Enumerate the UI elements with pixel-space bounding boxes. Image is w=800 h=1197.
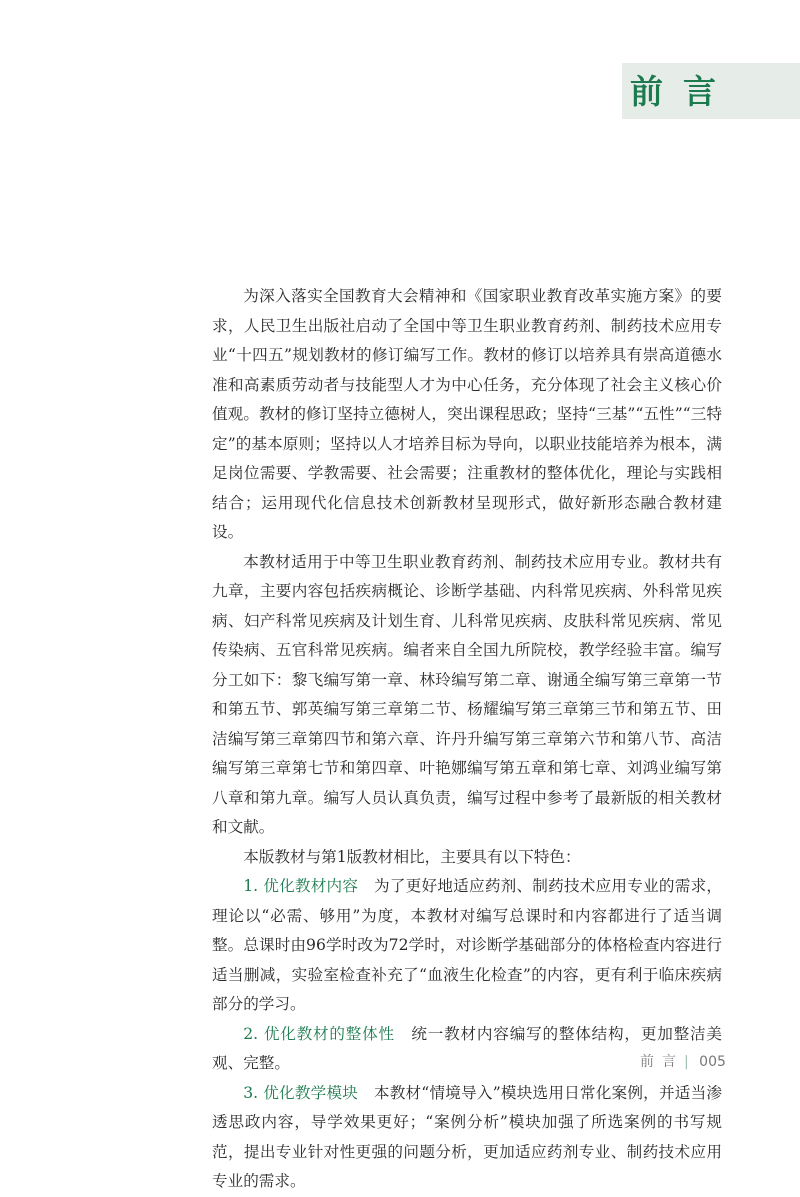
feature-text: 本教材“情境导入”模块选用日常化案例，并适当渗透思政内容，导学效果更好；“案例分析”模块加强了所选案例的书写规范，提出专业针对性更强的问题分析，更加适应药剂专业、制药技术应用专业的需求。 bbox=[212, 1083, 722, 1190]
feature-item bbox=[212, 872, 722, 1020]
paragraph-features-lead: 本版教材与第1版教材相比，主要具有以下特色： bbox=[243, 847, 581, 866]
feature-heading: 2. 优化教材的整体性 bbox=[243, 1024, 395, 1043]
paragraph-scope: 本教材适用于中等卫生职业教育药剂、制药技术应用专业。教材共有九章，主要内容包括疾病概论、诊断学基础、内科常见疾病、外科常见疾病、妇产科常见疾病及计划生育、儿科常见疾病、皮肤科常见疾病、常见传染病、五官科常见疾病。编者来自全国九所院校，教学经验丰富。编写分工如下：黎飞编写第一章、林玲编写第二章、谢通全编写第三章第一节和第五节、郭英编写第三章第二节、杨耀编写第三章第三节和第五节、田洁编写第三章第四节和第六章、许丹升编写第三章第六节和第八节、高洁编写第三章第七节和第四章、叶艳娜编写第五章和第七章、刘鸿业编写第八章和第九章。编写人员认真负责，编写过程中参考了最新版的相关教材和文献。 bbox=[212, 552, 722, 836]
feature-text: 为了更好地适应药剂、制药技术应用专业的需求，理论以“必需、够用”为度，本教材对编写总课时和内容都进行了适当调整。总课时由96学时改为72学时，对诊断学基础部分的体格检查内容进行适当删减，实验室检查补充了“血液生化检查”的内容，更有利于临床疾病部分的学习。 bbox=[212, 877, 722, 1013]
page-number: 005 bbox=[699, 1054, 726, 1070]
feature-heading: 1. 优化教材内容 bbox=[243, 877, 359, 895]
paragraph-intro: 为深入落实全国教育大会精神和《国家职业教育改革实施方案》的要求，人民卫生出版社启动了全国中等卫生职业教育药剂、制药技术应用专业“十四五”规划教材的修订编写工作。教材的修订以培养具有崇高道德水准和高素质劳动者与技能型人才为中心任务，充分体现了社会主义核心价值观。教材的修订坚持立德树人，突出课程思政；坚持“三基”“五性”“三特定”的基本原则；坚持以人才培养目标为导向，以职业技能培养为根本，满足岗位需要、学教需要、社会需要；注重教材的整体优化，理论与实践相结合；运用现代化信息技术创新教材呈现形式，做好新形态融合教材建设。 bbox=[212, 287, 722, 541]
feature-item bbox=[212, 1079, 722, 1197]
feature-text: 统一教材内容编写的整体结构，更加整洁美观、完整。 bbox=[212, 1024, 722, 1072]
feature-heading: 3. 优化教学模块 bbox=[243, 1083, 359, 1102]
footer-title: 前言 bbox=[640, 1054, 684, 1070]
footer-separator: | bbox=[684, 1054, 689, 1070]
page-footer bbox=[640, 1051, 726, 1071]
page-title: 前言 bbox=[630, 72, 736, 111]
